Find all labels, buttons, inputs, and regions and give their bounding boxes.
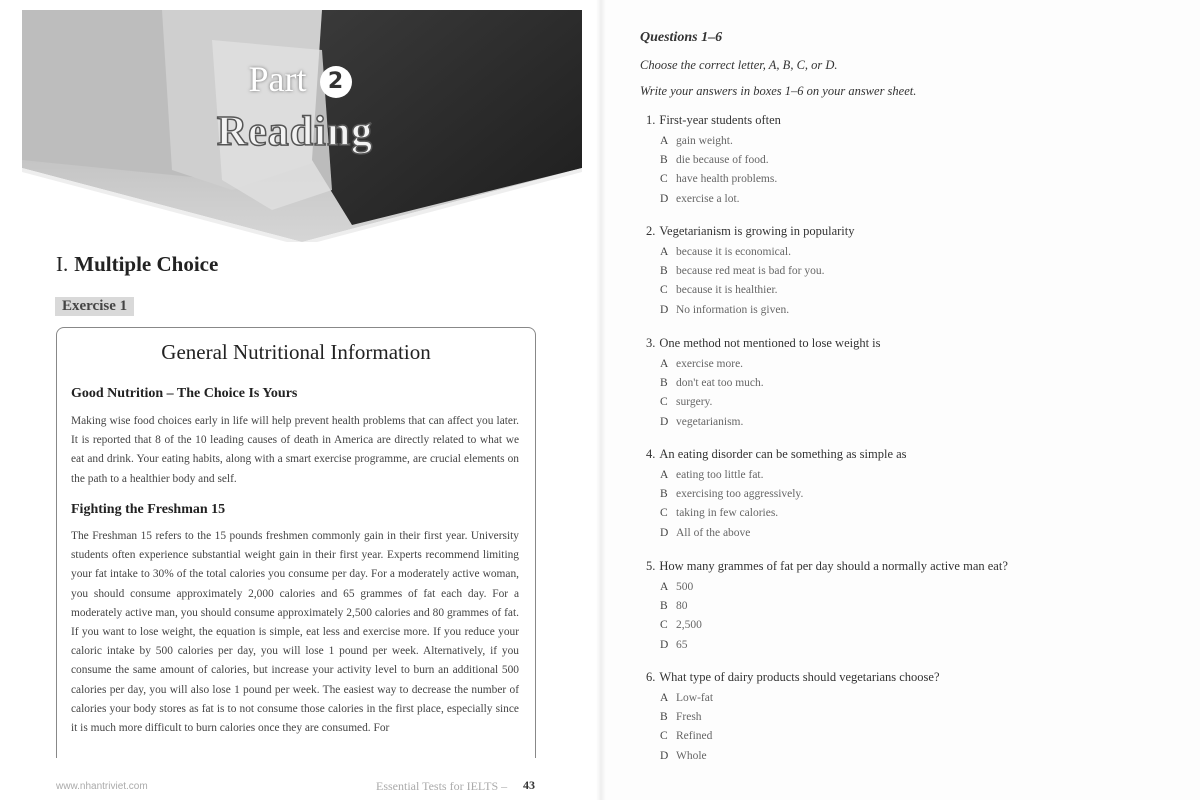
option-a: A exercise more. (660, 358, 744, 370)
option-c: C Refined (660, 730, 713, 743)
question-stem: How many grammes of fat per day should a normally active man eat? (659, 559, 1008, 573)
option-c: C taking in few calories. (660, 507, 779, 520)
article-paragraph-1: Making wise food choices early in life will help prevent health problems that can affect you later. It is reported that 8 of the 10 leading causes of death in America are directly related to what we eat and drink. Your eating habits, along with a smart exercise programme, are crucial elements on the path to a healthier body and self. (71, 415, 519, 485)
option-c: C surgery. (660, 396, 713, 409)
question-stem: An eating disorder can be something as simple as (659, 447, 907, 461)
questions-heading: Questions 1–6 (640, 30, 723, 45)
page-number: 43 (523, 778, 535, 792)
question-1 (646, 113, 1166, 212)
option-b: B 80 (660, 600, 688, 613)
option-d: D Whole (660, 749, 707, 762)
option-b: B because red meat is bad for you. (660, 265, 825, 278)
option-c: C have health problems. (660, 173, 778, 186)
question-5 (646, 559, 1166, 658)
option-c: C because it is healthier. (660, 284, 778, 297)
option-a: A because it is economical. (660, 246, 791, 258)
question-stem: What type of dairy products should vegetarians choose? (659, 670, 940, 684)
option-b: B Fresh (660, 711, 702, 724)
article-title: General Nutritional Information (161, 340, 431, 364)
option-d: D exercise a lot. (660, 192, 740, 205)
question-2 (646, 224, 1166, 323)
reading-title: Reading (216, 109, 374, 155)
question-4 (646, 447, 1166, 546)
option-c: C 2,500 (660, 619, 702, 632)
question-number: 4. (646, 447, 656, 461)
question-6 (646, 670, 1166, 769)
footer-book-title: Essential Tests for IELTS – (376, 779, 508, 793)
questions-instruction-2: Write your answers in boxes 1–6 on your answer sheet. (640, 84, 917, 98)
option-a: A Low-fat (660, 692, 714, 704)
article-heading-freshman-15: Fighting the Freshman 15 (71, 502, 226, 517)
option-a: A 500 (660, 581, 694, 593)
option-d: D All of the above (660, 526, 751, 539)
questions-instruction-1: Choose the correct letter, A, B, C, or D. (640, 58, 838, 72)
option-d: D 65 (660, 638, 688, 651)
question-number: 3. (646, 336, 656, 350)
section-title (56, 252, 218, 277)
exercise-label: Exercise 1 (55, 297, 134, 316)
question-number: 1. (646, 113, 656, 127)
page-spine (596, 0, 606, 800)
part-heading (0, 58, 600, 100)
question-stem: Vegetarianism is growing in popularity (659, 224, 855, 238)
option-b: B don't eat too much. (660, 377, 764, 390)
question-stem: One method not mentioned to lose weight is (659, 336, 881, 350)
option-d: D vegetarianism. (660, 415, 744, 428)
section-title-text: Multiple Choice (74, 252, 219, 276)
footer-url: www.nhantriviet.com (56, 781, 148, 792)
option-a: A gain weight. (660, 135, 733, 147)
question-stem: First-year students often (659, 113, 781, 127)
article-paragraph-2: The Freshman 15 refers to the 15 pounds freshmen commonly gain in their first year. University students often experience substantial weight gain in their first year. Experts recommend limiting your fat intake to 30% of the total calories you consume per day. For a moderately active woman, you should consume approximately 2,000 calories and 65 grammes of fat each day. For a moderately active man, you should consume approximately 2,500 calories and 80 grammes of fat. If you want to lose weight, the equation is simple, eat less and exercise more. If you reduce your caloric intake by 500 calories per day, you will lose 1 pound per week. Alternatively, if you consume the same amount of calories, but increase your activity level to burn an additional 500 calories per day, you will also lose 1 pound per week. The easiest way to decrease the number of calories your body stores as fat is to not consume those calories in the first place, especially since it is much more difficult to burn calories once they are consumed. For (71, 530, 519, 735)
option-b: B exercising too aggressively. (660, 488, 804, 501)
question-number: 2. (646, 224, 656, 238)
article-box (56, 327, 536, 758)
question-number: 6. (646, 670, 656, 684)
option-a: A eating too little fat. (660, 469, 764, 481)
part-number-badge: 2 (320, 66, 352, 98)
question-3 (646, 336, 1166, 435)
option-b: B die because of food. (660, 154, 769, 167)
option-d: D No information is given. (660, 303, 790, 316)
question-number: 5. (646, 559, 656, 573)
article-heading-good-nutrition: Good Nutrition – The Choice Is Yours (71, 386, 298, 401)
section-roman: I. (56, 252, 69, 276)
part-label: Part (248, 59, 307, 99)
